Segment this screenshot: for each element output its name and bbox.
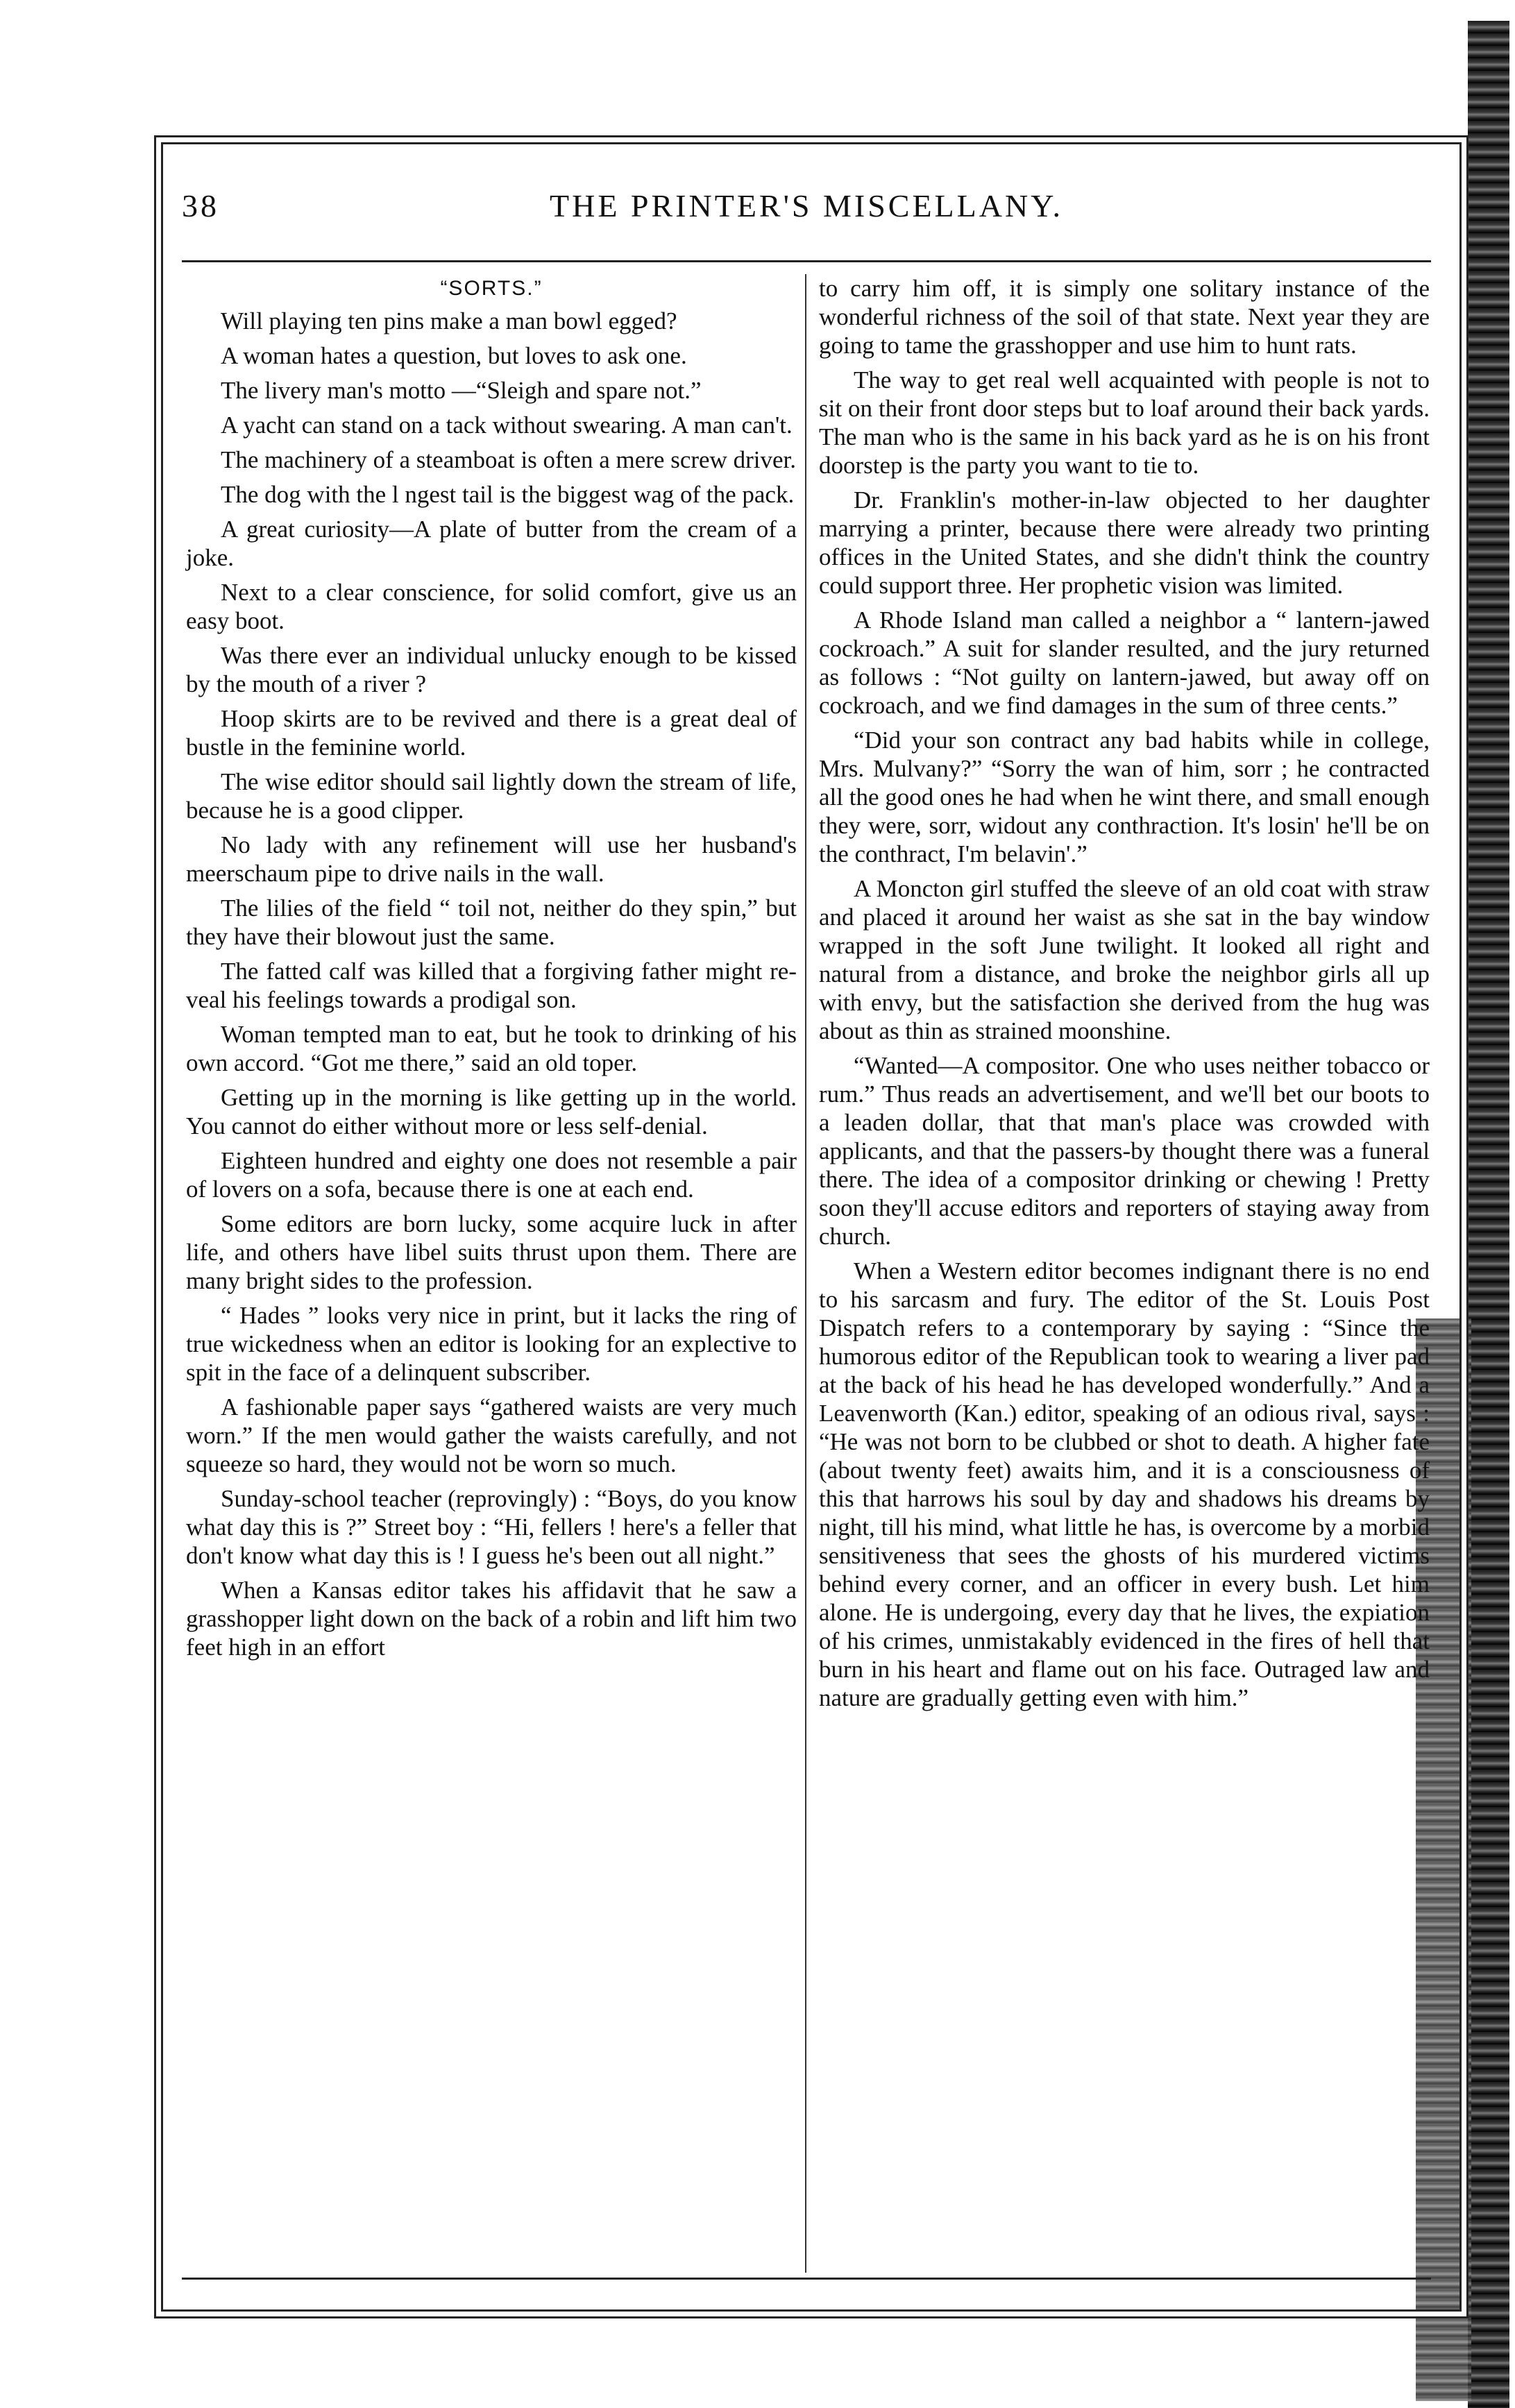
paragraph: A Moncton girl stuffed the sleeve of an old coat with straw and placed it around her waist as she sat in the bay window wrapped in the soft June twilight. It looked all right and natural from a distance, and broke the neighbor girls all up with envy, but the satisfaction she derived from the hug was about as thin as strained moonshine.	[819, 875, 1430, 1044]
paragraph: Some editors are born lucky, some acquire luck in after life, and others have libel suits thrust upon them. There are many bright sides to the profession.	[186, 1210, 797, 1294]
page-header	[182, 187, 1431, 236]
paragraph: The lilies of the field “ toil not, neither do they spin,” but they have their blowout just the same.	[186, 894, 797, 950]
paragraph: When a Kansas editor takes his affidavit that he saw a grasshopper light down on the back of a robin and lift him two feet high in an effort	[186, 1577, 797, 1661]
page-number: 38	[182, 188, 219, 223]
paragraph: Sunday-school teacher (reprovingly) : “Boys, do you know what day this is ?” Street boy : “Hi, fellers ! here's a feller that don't know what day this is ! I guess he's been out all night.”	[186, 1485, 797, 1569]
paragraph: Dr. Franklin's mother-in-law objected to her daughter marrying a printer, because there were already two printing offices in the United States, and she didn't think the country could support three. Her prophetic vision was limited.	[819, 486, 1430, 599]
paragraph: Eighteen hundred and eighty one does not resemble a pair of lovers on a sofa, because there is one at each end.	[186, 1147, 797, 1203]
paragraph: “Did your son contract any bad habits while in college, Mrs. Mulvany?” “Sorry the wan of him, sorr ; he contracted all the good ones he had when he wint there, and small enough they were, sorr, widout any conthraction. It's losin' he'll be on the conthract, I'm belavin'.”	[819, 727, 1430, 867]
header-rule	[182, 260, 1431, 262]
paragraph: The fatted calf was killed that a forgiving father might re-veal his feelings towards a prodigal son.	[186, 958, 797, 1013]
paragraph: The machinery of a steamboat is often a mere screw driver.	[221, 446, 796, 473]
paragraph: The way to get real well acquainted with people is not to sit on their front door steps but to loaf around their back yards. The man who is the same in his back yard as he is on his front doorstep is the party you want to tie to.	[819, 366, 1430, 479]
paragraph: A woman hates a question, but loves to ask one.	[221, 342, 687, 369]
paragraph: Woman tempted man to eat, but he took to drinking of his own accord. “Got me there,” said an old toper.	[186, 1021, 797, 1076]
right-column	[819, 274, 1430, 2273]
book-spine-edge	[1468, 21, 1509, 2408]
paragraph: The livery man's motto —“Sleigh and spare not.”	[221, 377, 702, 404]
paragraph: A yacht can stand on a tack without swearing. A man can't.	[221, 412, 793, 439]
paragraph: A Rhode Island man called a neighbor a “ lantern-jawed cockroach.” A suit for slander resulted, and the jury returned as follows : “Not guilty on lantern-jawed, but away off on cockroach, and we find damages in the sum of three cents.”	[819, 607, 1430, 719]
paragraph: When a Western editor becomes indignant there is no end to his sarcasm and fury. The editor of the St. Louis Post Dispatch refers to a contemporary by saying : “Since the humorous editor of the Republican took to wearing a liver pad at the back of his head he has developed wonderfully.” And a Leavenworth (Kan.) editor, speaking of an odious rival, says : “He was not born to be clubbed or shot to death. A higher fate (about twenty feet) awaits him, and it is a consciousness of this that harrows his soul by day and shadows his dreams by night, till his mind, what little he has, is overcome by a morbid sensitiveness that sees the ghosts of his murdered victims behind every corner, and an officer in every bush. Let him alone. He is undergoing, every day that he lives, the expiation of his crimes, unmistakably evidenced in the fires of hell that burn in his heart and flame out on his face. Outraged law and nature are gradually getting even with him.”	[819, 1257, 1430, 1711]
paragraph: Next to a clear conscience, for solid comfort, give us an easy boot.	[186, 579, 797, 634]
paragraph: Will playing ten pins make a man bowl egged?	[221, 307, 677, 334]
paragraph: The dog with the l ngest tail is the biggest wag of the pack.	[221, 481, 795, 508]
paragraph: No lady with any refinement will use her husband's meerschaum pipe to drive nails in the wall.	[186, 831, 797, 887]
paragraph: The wise editor should sail lightly down the stream of life, because he is a good clipper.	[186, 768, 797, 824]
paragraph: “ Hades ” looks very nice in print, but it lacks the ring of true wickedness when an editor is looking for an explective to spit in the face of a delinquent subscriber.	[186, 1302, 797, 1386]
paragraph: to carry him off, it is simply one solitary instance of the wonderful richness of the soil of that state. Next year they are going to tame the grasshopper and use him to hunt rats.	[819, 275, 1430, 359]
running-title: THE PRINTER'S MISCELLANY.	[550, 188, 1063, 223]
paragraph: Hoop skirts are to be revived and there is a great deal of bustle in the feminine world.	[186, 705, 797, 761]
bottom-rule	[182, 2278, 1431, 2280]
paragraph: “Wanted—A compositor. One who uses neither tobacco or rum.” Thus reads an advertisement, and we'll bet our boots to a leaden dollar, that that man's place was crowded with applicants, and that the passers-by thought there was a funeral there. The idea of a compositor drinking or chewing ! Pretty soon they'll accuse editors and reporters of staying away from church.	[819, 1052, 1430, 1250]
paragraph: Was there ever an individual unlucky enough to be kissed by the mouth of a river ?	[186, 642, 797, 697]
paragraph: A fashionable paper says “gathered waists are very much worn.” If the men would gather the waists carefully, and not squeeze so hard, they would not be worn so much.	[186, 1393, 797, 1477]
paragraph: A great curiosity—A plate of butter from the cream of a joke.	[186, 516, 797, 571]
left-column	[186, 274, 797, 2273]
sorts-heading: “SORTS.”	[440, 277, 543, 300]
column-divider	[805, 274, 806, 2273]
paragraph: Getting up in the morning is like getting up in the world. You cannot do either without more or less self-denial.	[186, 1084, 797, 1139]
